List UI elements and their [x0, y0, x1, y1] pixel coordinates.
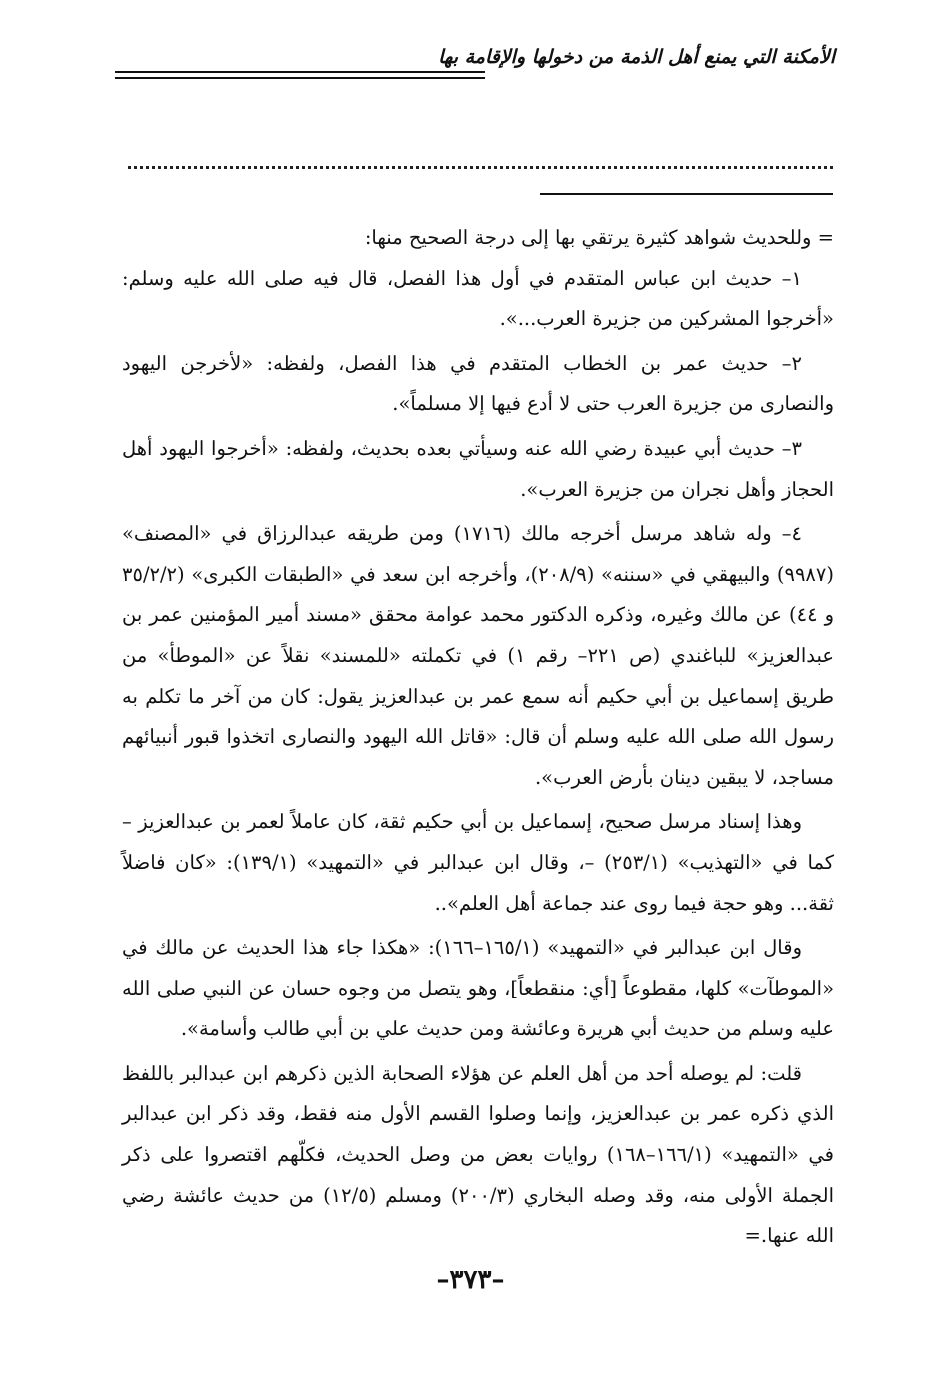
paragraph-intro: = وللحديث شواهد كثيرة يرتقي بها إلى درجة الصحيح منها: [364, 226, 834, 249]
page-number: –٣٧٣– [436, 1265, 505, 1295]
page-header [100, 38, 835, 98]
paragraph-isnad: وهذا إسناد مرسل صحيح، إسماعيل بن أبي حكيم ثقة، كان عاملاً لعمر بن عبدالعزيز – كما في «التهذيب» (٢٥٣/١) –، وقال ابن عبدالبر في «التمهيد» (١٣٩/١): «كان فاضلاً ثقة... وهو حجة فيما روى عند جماعة أهل العلم».. [122, 810, 834, 915]
footnote-rule [540, 193, 833, 195]
footnote-body [122, 218, 834, 1257]
paragraph-qultu: قلت: لم يوصله أحد من أهل العلم عن هؤلاء الصحابة الذين ذكرهم ابن عبدالبر باللفظ الذي ذكره عمر بن عبدالعزيز، وإنما وصلوا القسم الأول منه فقط، وقد ذكر ابن عبدالبر في «التمهيد» (١٦٦/١–١٦٨) روايات بعض من وصل الحديث، فكلّهم اقتصروا على ذكر الجملة الأولى منه، وقد وصله البخاري (٢٠٠/٣) ومسلم (١٢/٥) من حديث عائشة رضي الله عنها.= [122, 1061, 835, 1248]
paragraph-ibn-abbas: ١– حديث ابن عباس المتقدم في أول هذا الفصل، قال فيه صلى الله عليه وسلم: «أخرجوا المشركين من جزيرة العرب...». [122, 266, 834, 331]
paragraph-ibn-abdulbarr: وقال ابن عبدالبر في «التمهيد» (١٦٥/١–١٦٦): «هكذا جاء هذا الحديث عن مالك في «الموطآت» كلها، مقطوعاً [أي: منقطعاً]، وهو يتصل من وجوه حسان عن النبي صلى الله عليه وسلم من حديث أبي هريرة وعائشة ومن حديث علي بن أبي طالب وأسامة». [122, 936, 834, 1041]
paragraph-mursal: ٤– وله شاهد مرسل أخرجه مالك (١٧١٦) ومن طريقه عبدالرزاق في «المصنف» (٩٩٨٧) والبيهقي في «سننه» (٢٠٨/٩)، وأخرجه ابن سعد في «الطبقات الكبرى» (٣٥/٢/٢ و ٤٤) عن مالك وغيره، وذكره الدكتور محمد عوامة محقق «مسند أمير المؤمنين عمر بن عبدالعزيز» للباغندي (ص ٢٢١– رقم ١) في تكملته «للمسند» نقلاً عن «الموطأ» من طريق إسماعيل بن أبي حكيم أنه سمع عمر بن عبدالعزيز يقول: كان من آخر ما تكلم به رسول الله صلى الله عليه وسلم أن قال: «قاتل الله اليهود والنصارى اتخذوا قبور أنبيائهم مساجد، لا يبقين دينان بأرض العرب». [122, 522, 834, 789]
running-title: الأمكنة التي يمنع أهل الذمة من دخولها والإقامة بها [438, 46, 835, 68]
paragraph-umar: ٢– حديث عمر بن الخطاب المتقدم في هذا الفصل، ولفظه: «لأخرجن اليهود والنصارى من جزيرة العرب حتى لا أدع فيها إلا مسلماً». [122, 351, 834, 416]
paragraph-abu-ubaida: ٣– حديث أبي عبيدة رضي الله عنه وسيأتي بعده بحديث، ولفظه: «أخرجوا اليهود أهل الحجاز وأهل نجران من جزيرة العرب». [122, 436, 834, 501]
header-rule-top [115, 71, 485, 73]
dotted-separator [128, 146, 833, 169]
header-rule-bottom [115, 77, 485, 79]
